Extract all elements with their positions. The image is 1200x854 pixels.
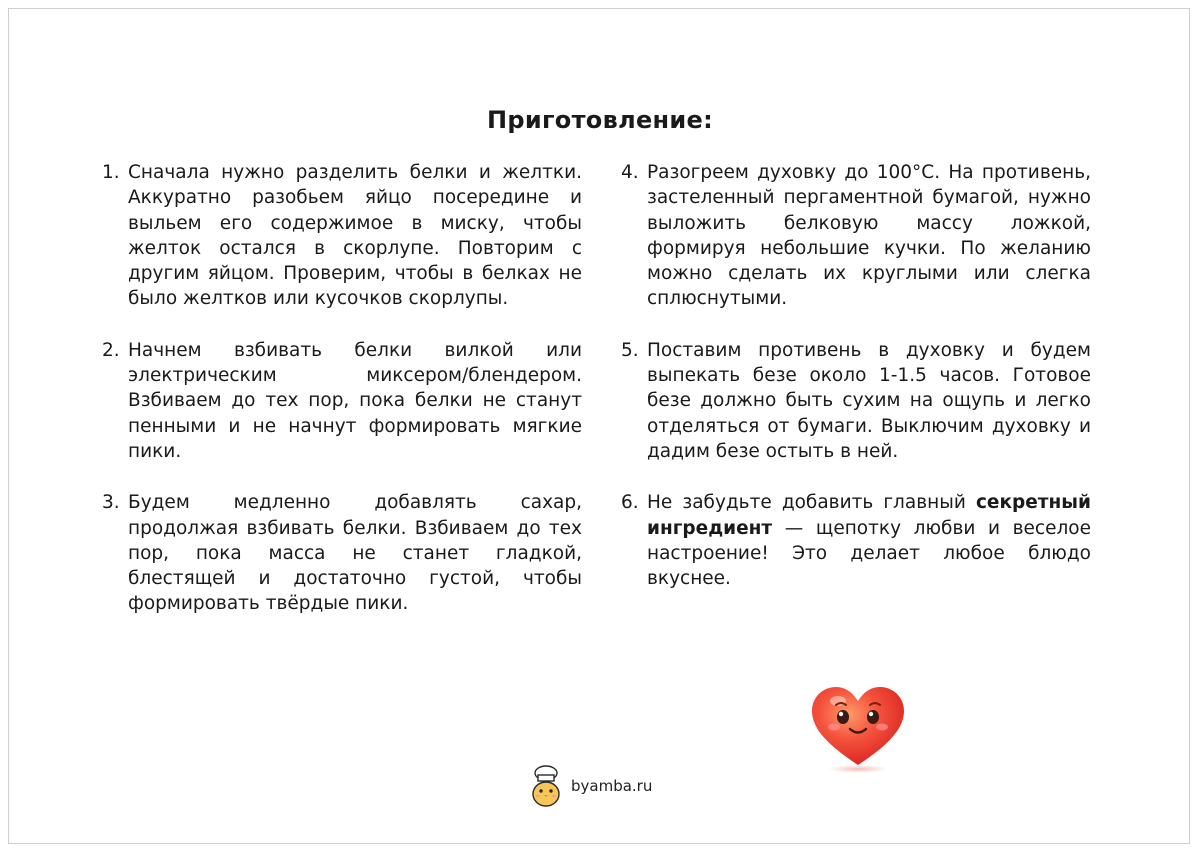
step-text: Начнем взбивать белки вилкой или электрическим миксером/блендером. Взбиваем до тех пор, пока белки не станут пенными и не начнут формировать мягкие пики.	[128, 339, 582, 462]
step-item	[102, 490, 582, 616]
step-text: Поставим противень в духовку и будем выпекать безе около 1-1.5 часов. Готовое безе должно быть сухим на ощупь и легко отделяться от бумаги. Выключим духовку и дадим безе остыть в ней.	[647, 339, 1091, 462]
step-text: Сначала нужно разделить белки и желтки. Аккуратно разобьем яйцо посередине и выльем его содержимое в миску, чтобы желток остался в скорлупе. Повторим с другим яйцом. Проверим, чтобы в белках не было желтков или кусочков скорлупы.	[128, 162, 582, 310]
chef-chick-icon	[528, 764, 564, 808]
step-number: 6.	[621, 492, 639, 514]
step-item	[621, 490, 1091, 591]
site-name: byamba.ru	[571, 777, 653, 795]
step-number: 2.	[102, 339, 120, 361]
step-text-after: — щепотку любви и веселое настроение! Это делает любое блюдо вкуснее.	[647, 517, 1091, 590]
step-number: 5.	[621, 339, 639, 361]
step-item	[621, 338, 1091, 464]
step-text	[647, 490, 1091, 591]
step-text-before: Не забудьте добавить главный	[647, 492, 966, 514]
step-item	[102, 338, 582, 464]
step-item	[102, 160, 582, 312]
footer	[528, 764, 652, 808]
steps-left-column	[102, 160, 582, 617]
step-text: Будем медленно добавлять сахар, продолжая взбивать белки. Взбиваем до тех пор, пока масса не станет гладкой, блестящей и достаточно густой, чтобы формировать твёрдые пики.	[128, 492, 582, 615]
step-text: Разогреем духовку до 100°C. На противень, застеленный пергаментной бумагой, нужно выложить белковую массу ложкой, формируя небольшие кучки. По желанию можно сделать их круглыми или слегка сплюснутыми.	[647, 162, 1091, 310]
secret-ingredient-text: секретный ингредиент	[647, 492, 1091, 539]
steps-right-column	[621, 160, 1091, 591]
step-number: 4.	[621, 162, 639, 183]
step-number: 1.	[102, 162, 120, 183]
smiling-heart-icon	[808, 683, 908, 775]
page-title: Приготовление:	[486, 106, 714, 134]
step-item	[621, 160, 1091, 312]
step-number: 3.	[102, 492, 120, 514]
